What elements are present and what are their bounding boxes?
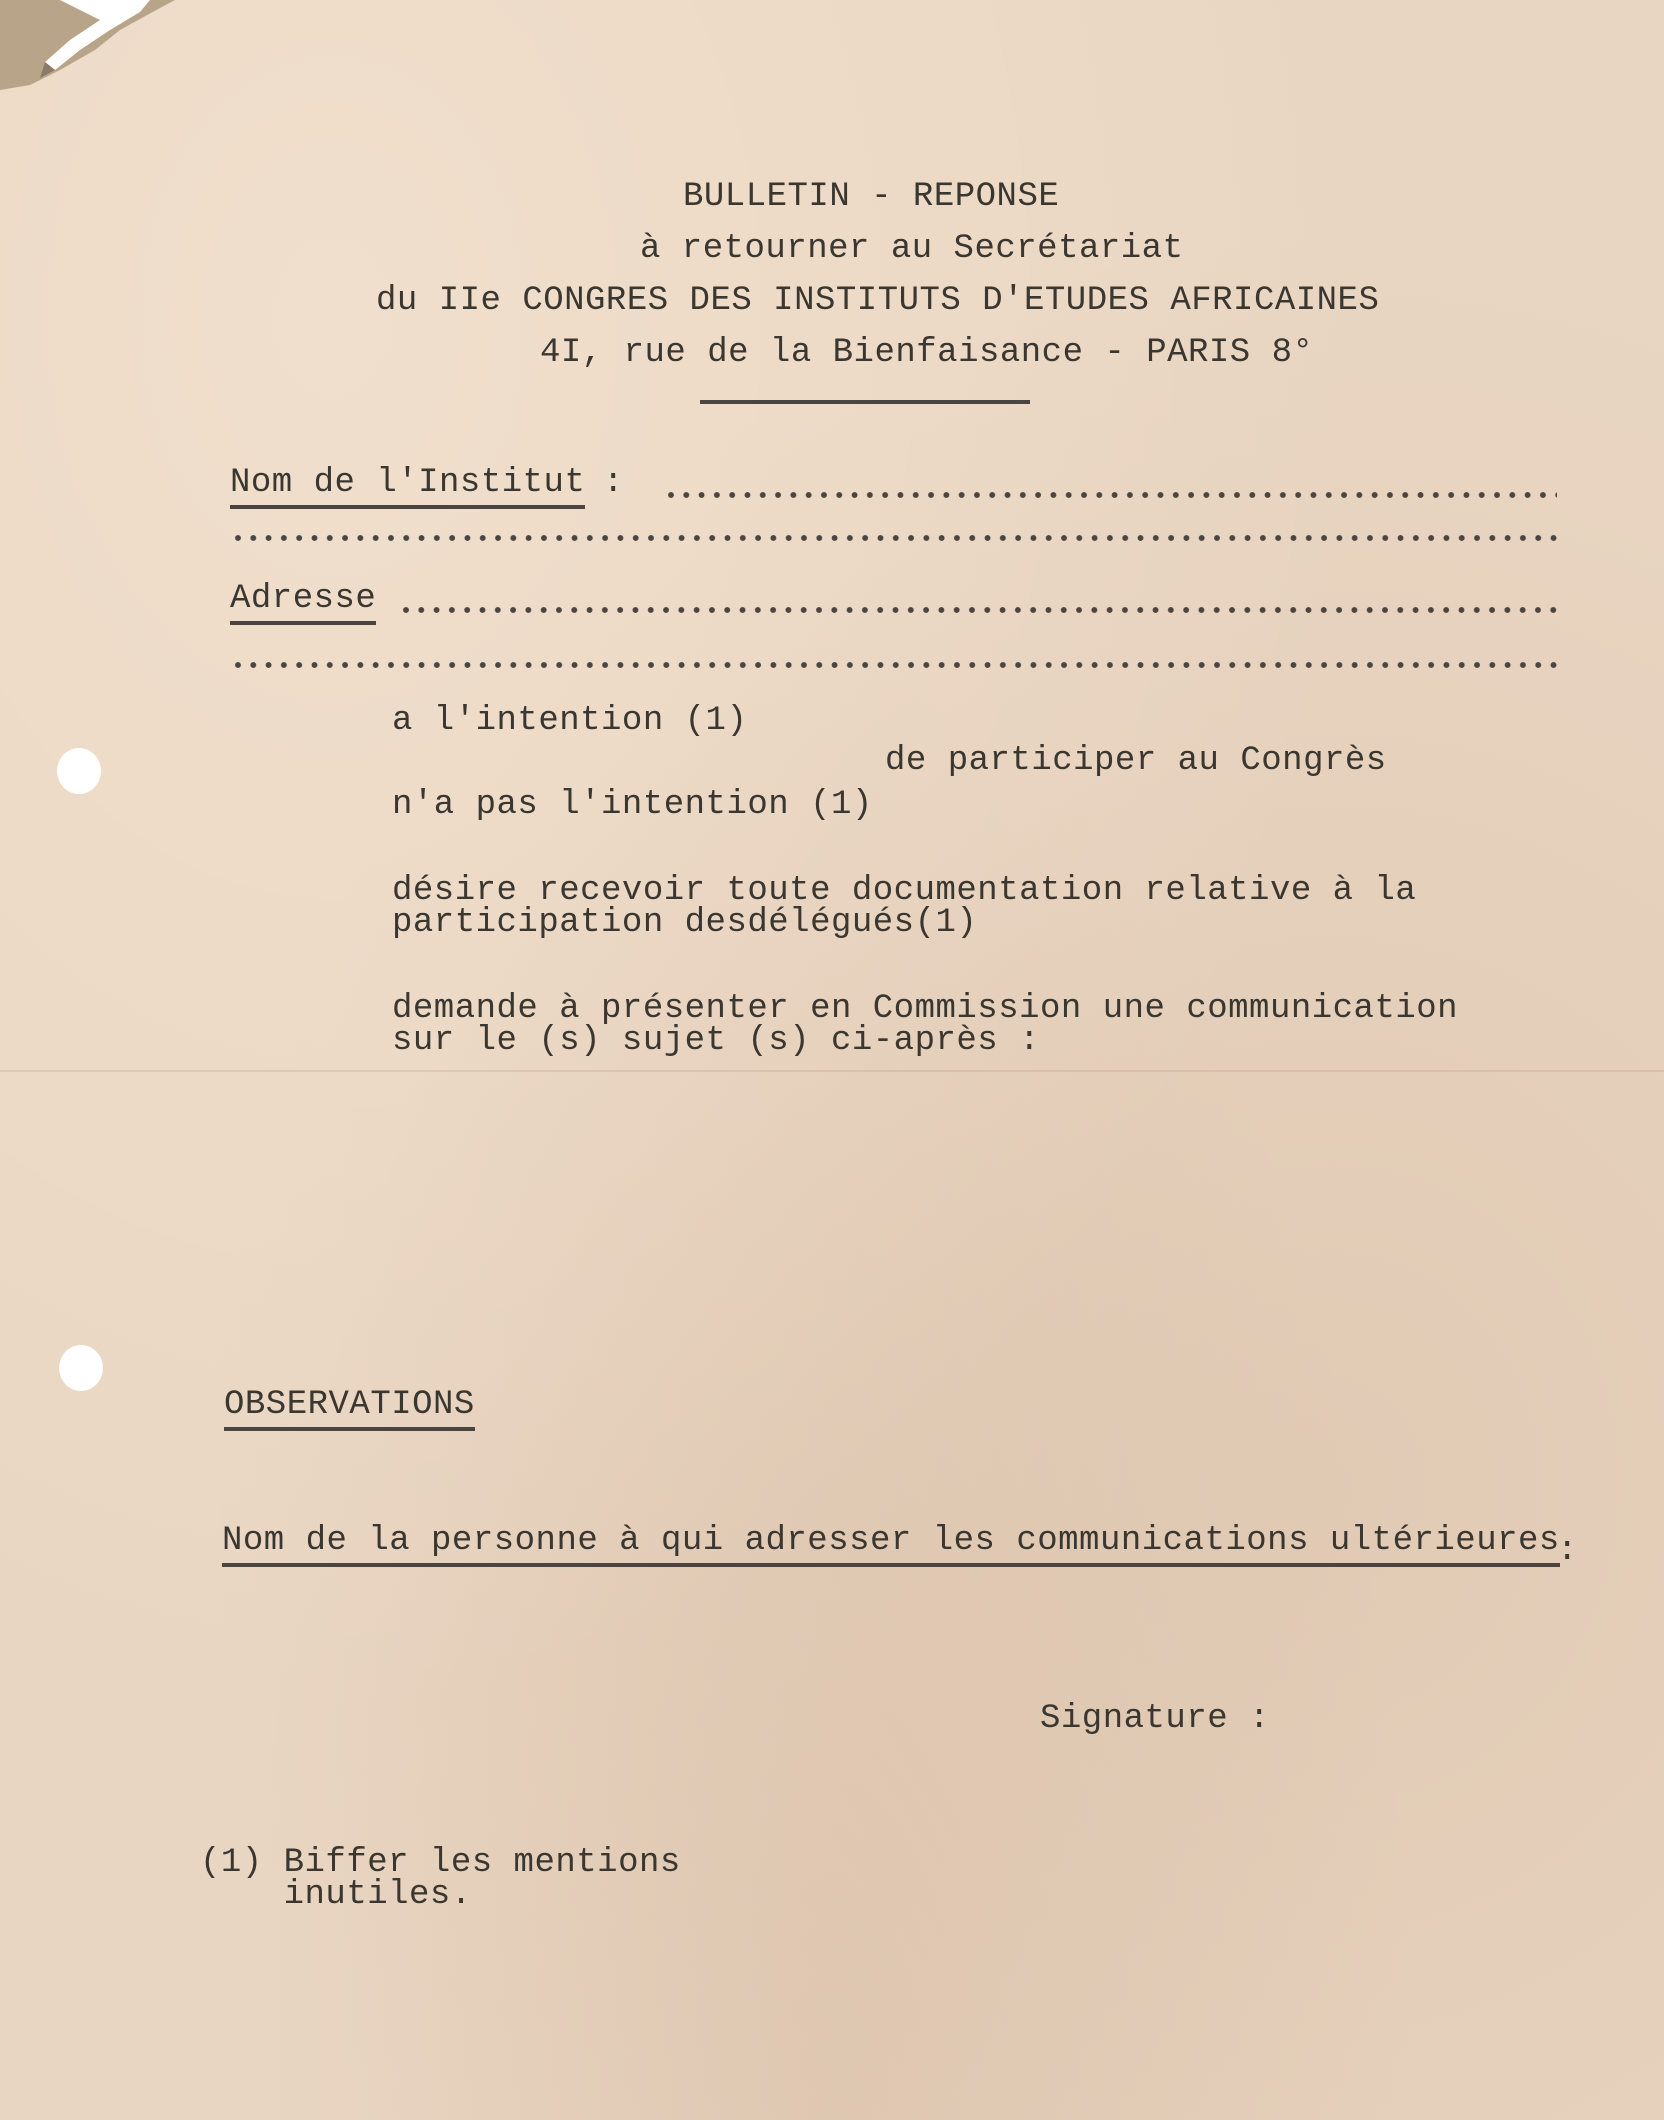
option-documentation-line1: désire recevoir toute documentation relative à la [392, 872, 1417, 910]
option-communication-line1: demande à présenter en Commission une communication [392, 990, 1459, 1028]
header-rule [700, 400, 1030, 404]
option-participer: de participer au Congrès [885, 742, 1387, 780]
adresse-fill-line-2[interactable] [234, 660, 1557, 670]
adresse-fill-line[interactable] [402, 605, 1557, 615]
contact-person-label: Nom de la personne à qui adresser les communications ultérieures [222, 1524, 1560, 1558]
header-address: 4I, rue de la Bienfaisance - PARIS 8° [540, 334, 1314, 372]
torn-corner [0, 0, 175, 90]
institut-colon: : [603, 464, 624, 502]
adresse-label: Adresse [230, 582, 376, 616]
institut-label: Nom de l'Institut [230, 466, 585, 500]
option-pas-intention: n'a pas l'intention (1) [392, 786, 873, 824]
contact-person-colon: : [1557, 1532, 1578, 1570]
fold-crease [0, 1070, 1664, 1072]
option-intention: a l'intention (1) [392, 702, 748, 740]
header-congress-name: du IIe CONGRES DES INSTITUTS D'ETUDES AFRICAINES [376, 282, 1380, 320]
punch-hole-upper [57, 748, 101, 794]
option-documentation-line2: participation desdélégués(1) [392, 904, 978, 942]
header-title: BULLETIN - REPONSE [683, 178, 1060, 216]
footnote-line2: inutiles. [200, 1876, 472, 1914]
institut-fill-line[interactable] [667, 490, 1557, 500]
option-communication-line2: sur le (s) sujet (s) ci-après : [392, 1022, 1041, 1060]
punch-hole-lower [59, 1345, 103, 1391]
institut-fill-line-2[interactable] [234, 533, 1557, 543]
header-return-to: à retourner au Secrétariat [640, 230, 1184, 268]
footnote-line1: (1) Biffer les mentions [200, 1844, 681, 1882]
signature-label: Signature : [1040, 1700, 1270, 1738]
observations-label: OBSERVATIONS [224, 1388, 475, 1422]
